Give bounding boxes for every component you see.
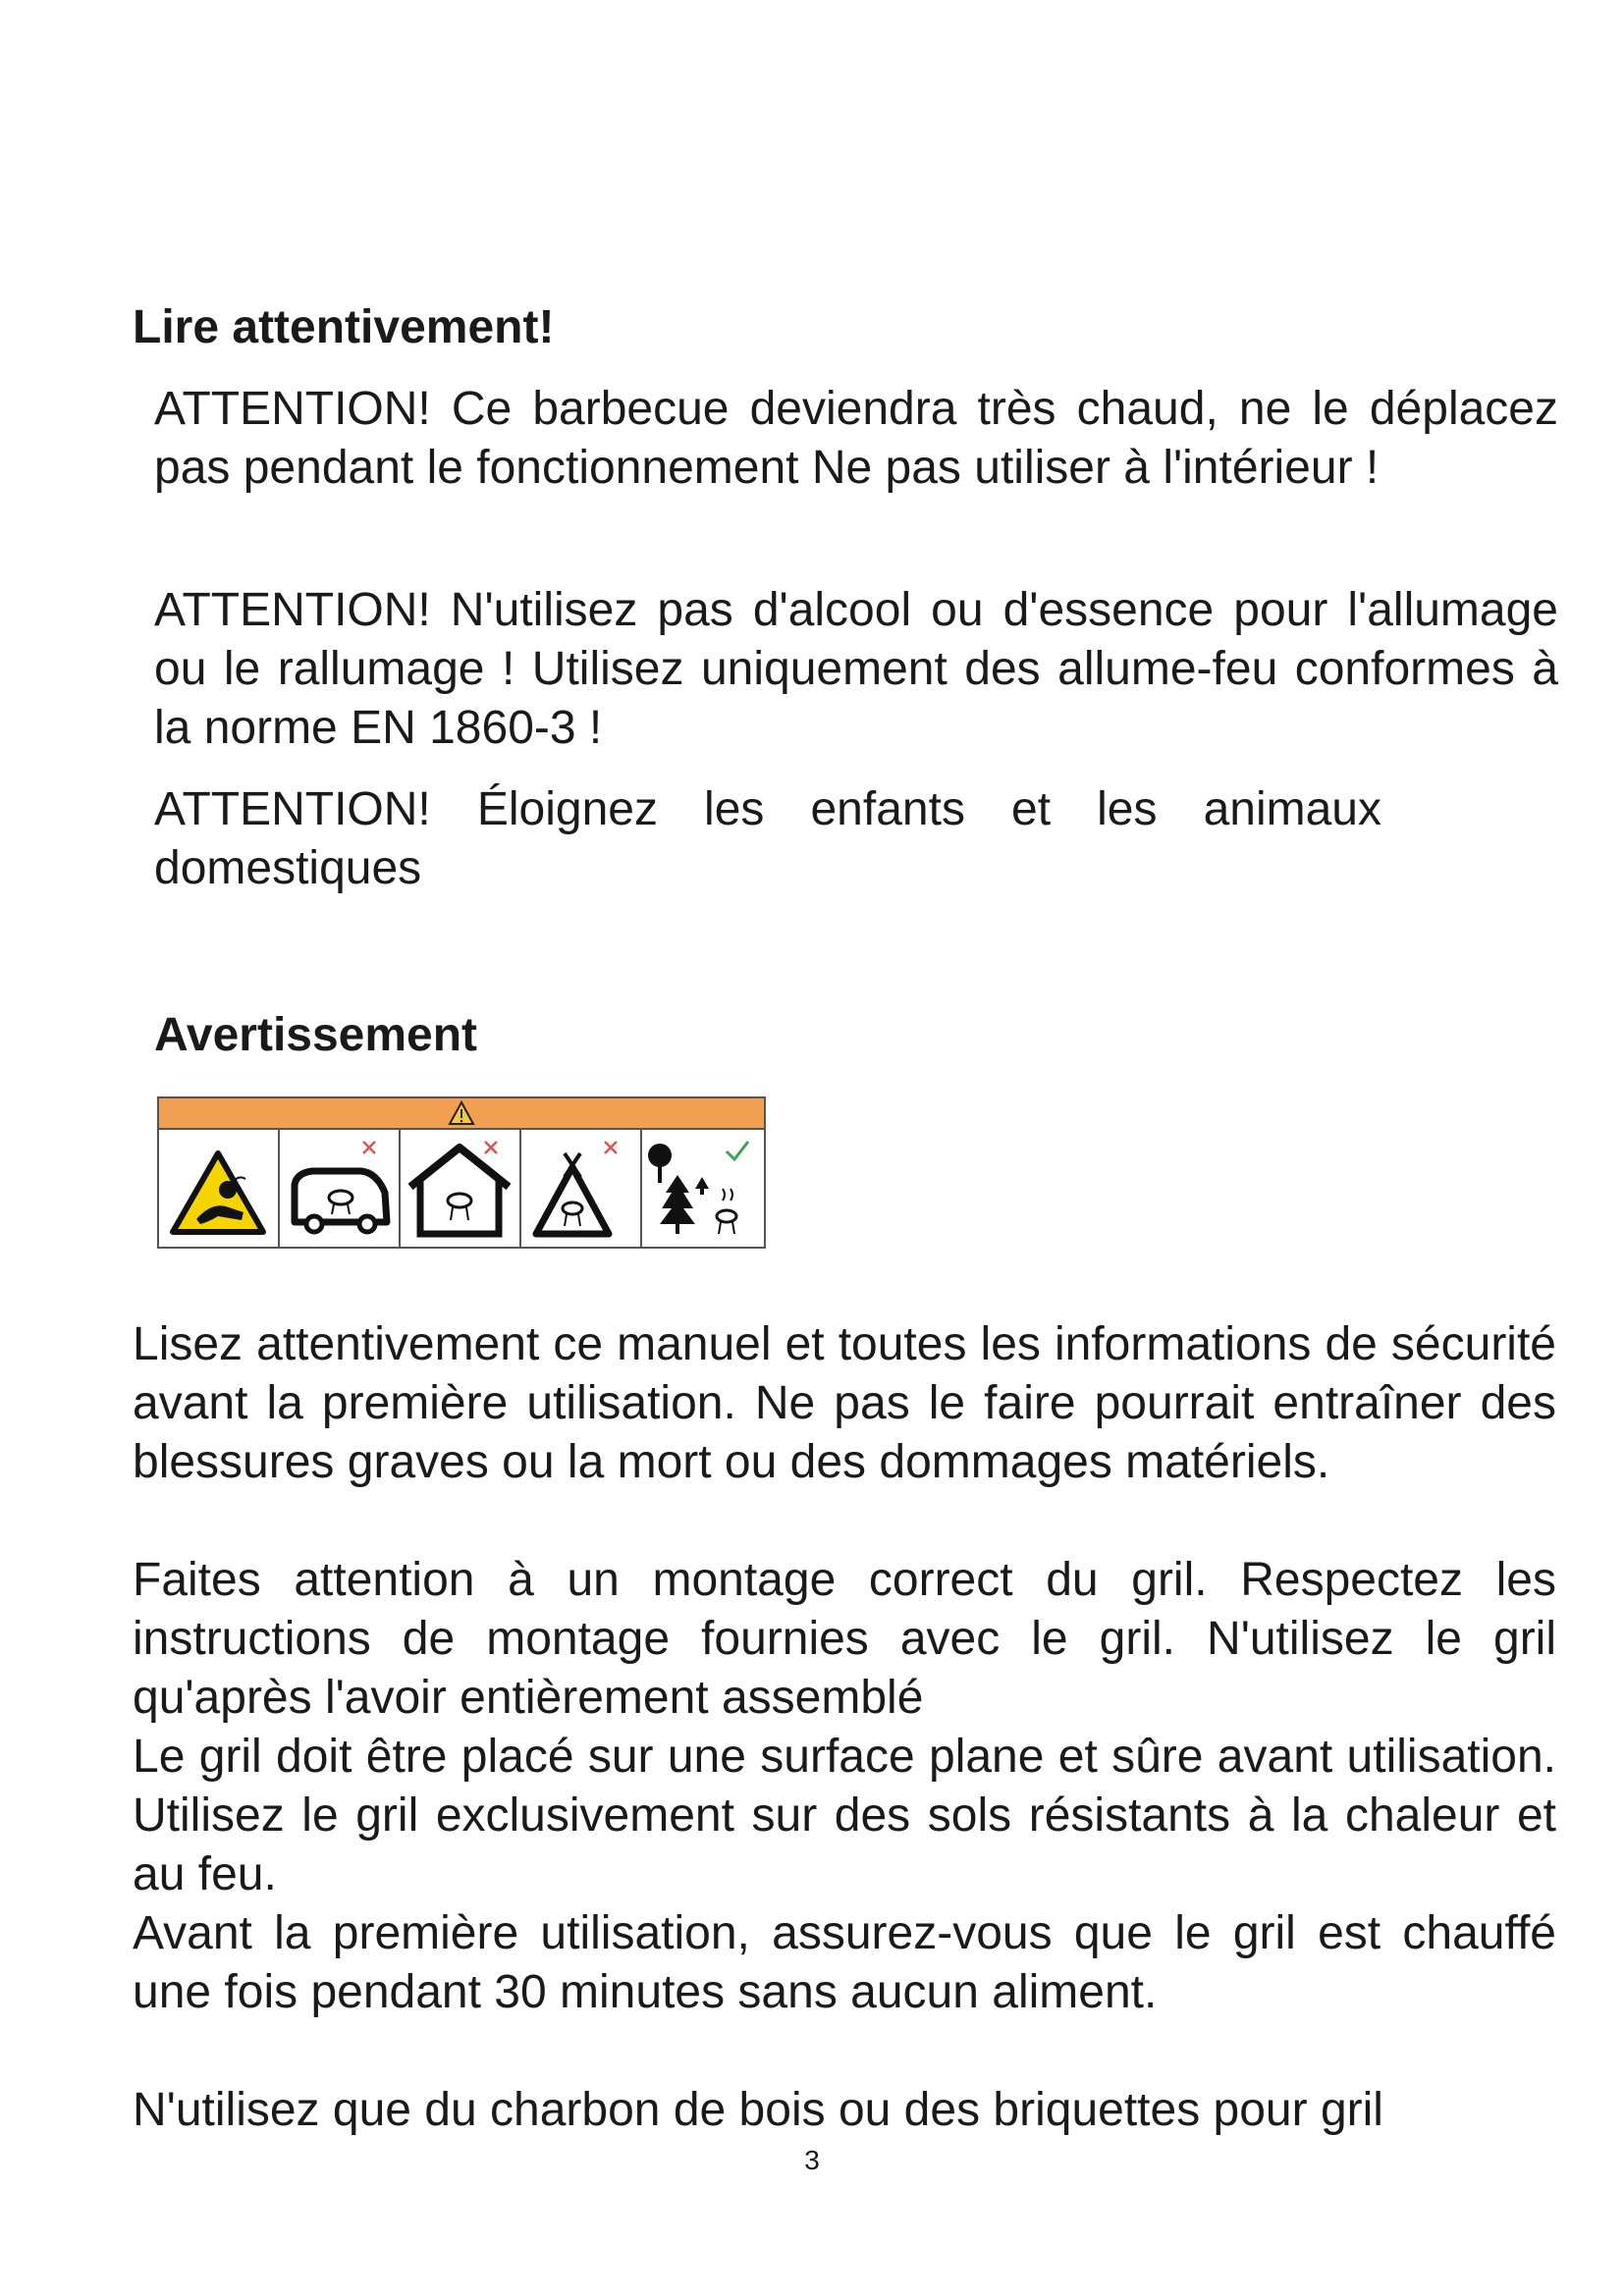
heading-read-carefully: Lire attentivement! <box>133 301 555 353</box>
paragraph-fuel-charcoal: N'utilisez que du charbon de bois ou des briquettes pour gril <box>133 2084 1383 2136</box>
paragraph-assembly: Faites attention à un montage correct du gril. Respectez les instructions de montage fournies avec le gril. N'utilisez le gril qu'après l'avoir entièrement assemblé <box>133 1554 1556 1724</box>
heading-warning: Avertissement <box>154 1009 478 1061</box>
paragraph-read-manual: Lisez attentivement ce manuel et toutes les informations de sécurité avant la première utilisation. Ne pas le faire pourrait entraîner des blessures graves ou la mort ou des dommages matériels. <box>133 1318 1556 1488</box>
warning-children-pets: ATTENTION! Éloignez les enfants et les animaux domestiques <box>154 783 1381 894</box>
warning-hot-barbecue: ATTENTION! Ce barbecue deviendra très chaud, ne le déplacez pas pendant le fonctionnement Ne pas utiliser à l'intérieur ! <box>154 383 1558 494</box>
paragraph-flat-surface: Le gril doit être placé sur une surface plane et sûre avant utilisation. Utilisez le gril exclusivement sur des sols résistants à la chaleur et au feu. <box>133 1731 1556 1900</box>
page-number: 3 <box>804 2145 820 2175</box>
warning-no-alcohol-petrol: ATTENTION! N'utilisez pas d'alcool ou d'essence pour l'allumage ou le rallumage ! Utilisez uniquement des allume-feu conformes à la norme EN 1860-3 ! <box>154 584 1558 754</box>
warning-pictogram-strip <box>157 1096 766 1249</box>
paragraph-first-use-heating: Avant la première utilisation, assurez-vous que le gril est chauffé une fois pendant 30 minutes sans aucun aliment. <box>133 1907 1556 2018</box>
